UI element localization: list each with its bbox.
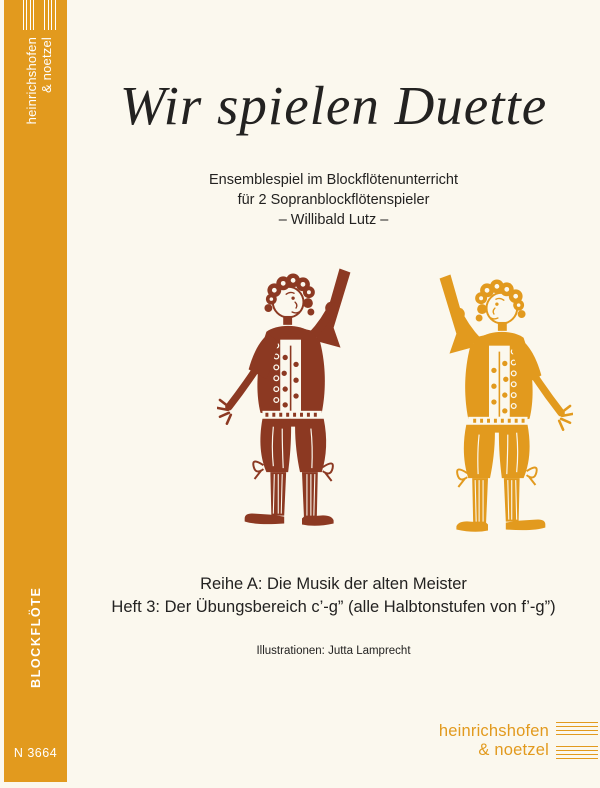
publisher-line1: heinrichshofen: [438, 721, 549, 740]
subtitle-line2: für 2 Sopranblockflötenspieler: [237, 192, 430, 208]
subtitle: [67, 170, 600, 210]
title: Wir spielen Duette: [119, 75, 548, 136]
publisher-line2: & noetzel: [39, 37, 54, 94]
series-line1: Reihe A: Die Musik der alten Meister: [200, 575, 467, 593]
subtitle-line1: Ensemblespiel im Blockflötenunterricht: [208, 172, 459, 188]
author-line: – Willibald Lutz –: [278, 212, 389, 228]
series-line2: Heft 3: Der Übungsbereich c’-g” (alle Halbtonstufen von f’-g”): [111, 597, 556, 616]
spine-strip: [4, 0, 67, 782]
cover-main: [67, 0, 600, 788]
publisher-logo-spine: [16, 0, 62, 162]
publisher-line1: heinrichshofen: [23, 37, 39, 125]
publisher-logo-footer: [439, 719, 598, 762]
illustrator-credit: Illustrationen: Jutta Lamprecht: [256, 645, 411, 657]
catalog-number: N 3664: [13, 746, 58, 760]
series-info: [67, 573, 600, 618]
publisher-line2: & noetzel: [478, 740, 549, 759]
recorder-player-illustration-right: [405, 268, 573, 536]
publisher-name-footer: [439, 722, 549, 760]
staff-lines-icon: [556, 719, 598, 762]
staff-lines-icon: [20, 0, 58, 30]
publisher-name-spine: [24, 37, 55, 162]
recorder-player-illustration-left: [217, 262, 385, 530]
category-label: BLOCKFLÖTE: [29, 586, 43, 688]
